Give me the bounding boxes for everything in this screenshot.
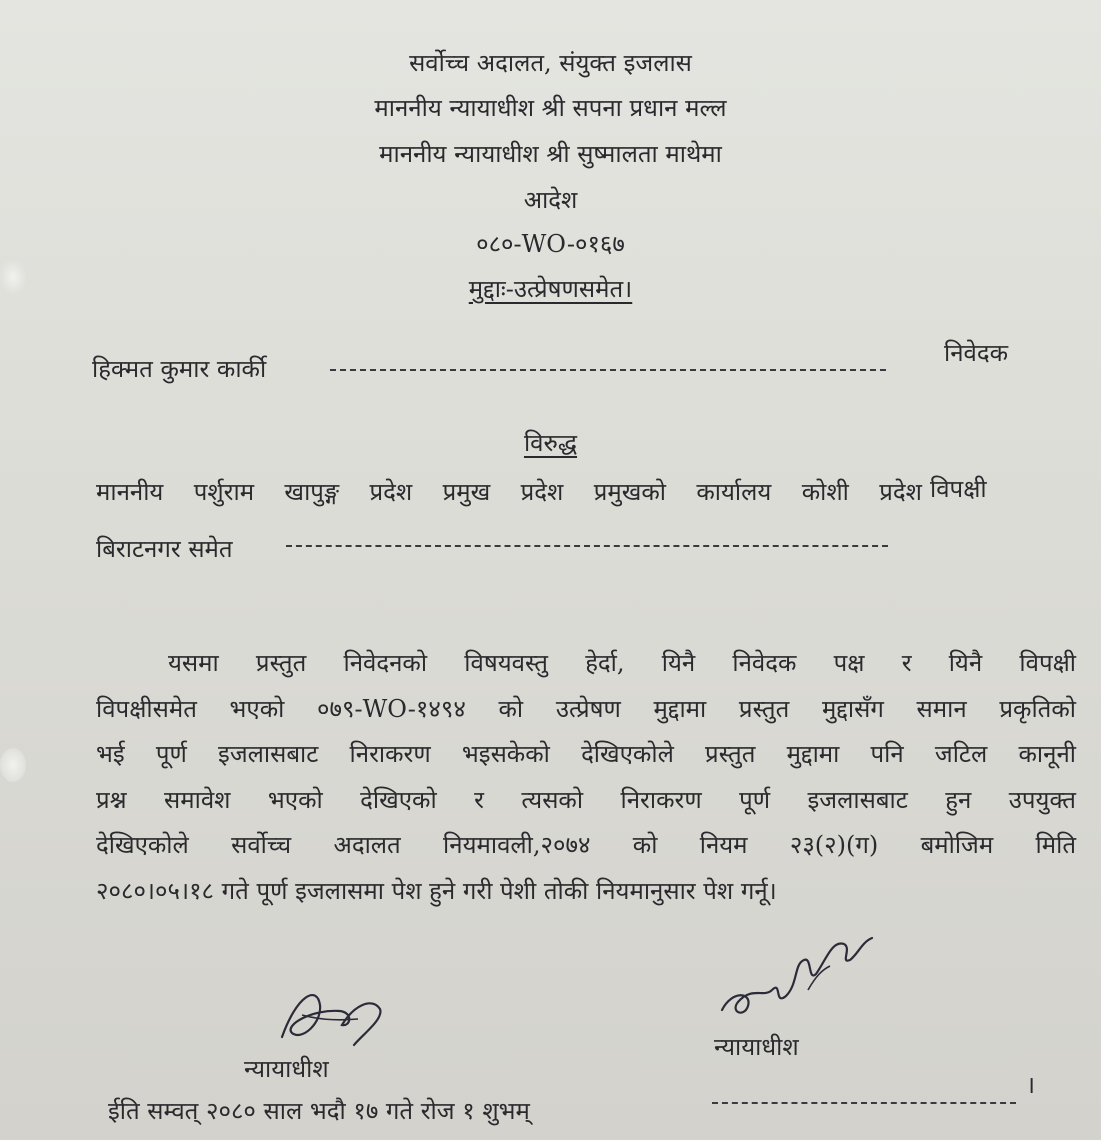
right-signature <box>712 920 882 1030</box>
order-line: २०८०।०५।१८ गते पूर्ण इजलासमा पेश हुने गरी पेशी तोकी नियमानुसार पेश गर्नू। <box>96 876 777 905</box>
right-signature-title: न्यायाधीश <box>714 1033 799 1061</box>
respondent-leader-dashes <box>286 545 888 547</box>
order-line: देखिएकोले सर्वोच्च अदालत नियमावली,२०७४ को नियम २३(२)(ग) बमोजिम मिति <box>96 831 1076 859</box>
case-number: ०८०-WO-०१६७ <box>476 230 625 258</box>
left-signature-title: न्यायाधीश <box>244 1055 329 1083</box>
order-line: भई पूर्ण इजलासबाट निराकरण भइसकेको देखिएकोले प्रस्तुत मुद्दामा पनि जटिल कानूनी <box>96 740 1076 768</box>
versus-heading: विरुद्ध <box>523 429 578 457</box>
petitioner-leader-dashes <box>330 369 886 371</box>
court-title: सर्वोच्च अदालत, संयुक्त इजलास <box>409 49 692 77</box>
left-signature <box>262 975 402 1055</box>
order-line: यसमा प्रस्तुत निवेदनको विषयवस्तु हेर्दा, यिनै निवेदक पक्ष र यिनै विपक्षी <box>168 649 1076 677</box>
document-type: आदेश <box>523 186 578 214</box>
footer-end-mark: । <box>1026 1071 1036 1099</box>
petitioner-role: निवेदक <box>944 339 1009 367</box>
order-line: प्रश्न समावेश भएको देखिएको र त्यसको निराकरण पूर्ण इजलासबाट हुन उपयुक्त <box>96 785 1076 814</box>
judge-name-2: माननीय न्यायाधीश श्री सुष्मालता माथेमा <box>379 140 722 168</box>
order-line: विपक्षीसमेत भएको ०७९-WO-१४९४ को उत्प्रेषण मुद्दामा प्रस्तुत मुद्दासँग समान प्रकृतिको <box>96 694 1076 723</box>
order-paragraph <box>96 641 1076 914</box>
footer-date-line: ईति सम्वत् २०८० साल भदौ १७ गते रोज १ शुभम् <box>108 1097 530 1125</box>
judge-name-1: माननीय न्यायाधीश श्री सपना प्रधान मल्ल <box>374 94 727 122</box>
case-subject: मुद्दाः-उत्प्रेषणसमेत। <box>468 275 633 303</box>
petitioner-name: हिक्मत कुमार कार्की <box>92 355 267 383</box>
respondent-line-1: माननीय पर्शुराम खापुङ्ग प्रदेश प्रमुख प्रदेश प्रमुखको कार्यालय कोशी प्रदेश <box>96 478 922 506</box>
respondent-line-2: बिराटनगर समेत <box>96 535 233 563</box>
footer-leader-dashes <box>712 1102 1016 1104</box>
respondent-role: विपक्षी <box>930 475 987 503</box>
punch-hole-bottom <box>0 748 26 782</box>
